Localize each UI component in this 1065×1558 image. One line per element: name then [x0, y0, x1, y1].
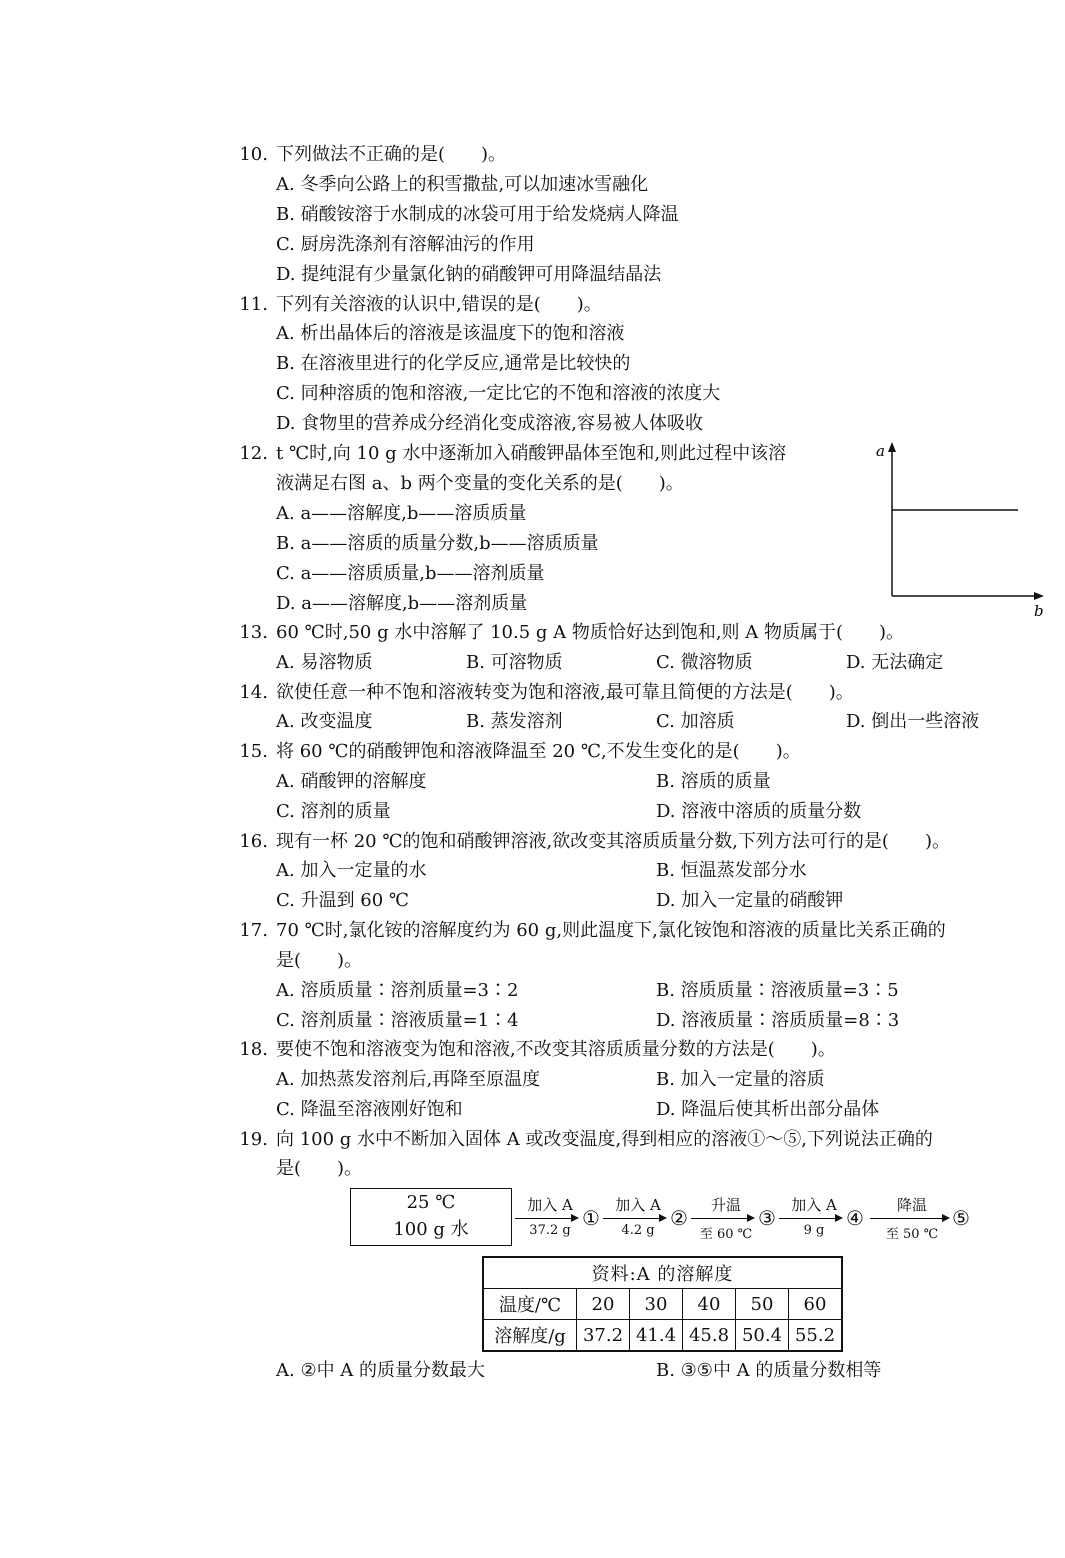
step-4-arrow — [779, 1218, 841, 1219]
question-stem: 下列做法不正确的是( )。 — [276, 144, 507, 165]
solution-1-label: ① — [582, 1206, 600, 1230]
question-stem-continued: 是( )。 — [276, 950, 363, 971]
question-stem: 欲使任意一种不饱和溶液转变为饱和溶液,最可靠且简便的方法是( )。 — [276, 682, 854, 703]
start-condition-box — [350, 1188, 512, 1246]
option-b: B. ③⑤中 A 的质量分数相等 — [656, 1360, 882, 1381]
step-2-action: 加入 A — [615, 1196, 661, 1214]
option-c: C. 厨房洗涤剂有溶解油污的作用 — [276, 234, 535, 255]
row-header-temperature: 温度/℃ — [483, 1289, 577, 1320]
option-a: A. 析出晶体后的溶液是该温度下的饱和溶液 — [276, 323, 625, 344]
option-d: D. 加入一定量的硝酸钾 — [656, 890, 844, 911]
question-stem: 将 60 ℃的硝酸钾饱和溶液降温至 20 ℃,不发生变化的是( )。 — [276, 741, 801, 762]
option-d: D. 降温后使其析出部分晶体 — [656, 1099, 880, 1120]
option-a: A. 加入一定量的水 — [276, 860, 427, 881]
table-cell: 50 — [736, 1289, 789, 1320]
question-stem: 70 ℃时,氯化铵的溶解度约为 60 g,则此温度下,氯化铵饱和溶液的质量比关系正确的 — [276, 920, 946, 941]
option-b: B. 溶质的质量 — [656, 771, 771, 792]
variable-graph — [870, 440, 1050, 620]
option-c: C. a——溶质质量,b——溶剂质量 — [276, 563, 545, 584]
step-5-arrow — [870, 1218, 948, 1219]
option-b: B. 在溶液里进行的化学反应,通常是比较快的 — [276, 353, 631, 374]
solution-5-label: ⑤ — [952, 1206, 970, 1230]
option-b: B. a——溶质的质量分数,b——溶质质量 — [276, 533, 599, 554]
row-header-solubility: 溶解度/g — [483, 1320, 577, 1352]
step-3-amount: 至 60 ℃ — [699, 1227, 753, 1242]
step-1-arrow — [515, 1218, 577, 1219]
question-stem: 现有一杯 20 ℃的饱和硝酸钾溶液,欲改变其溶质质量分数,下列方法可行的是( )。 — [276, 831, 950, 852]
table-cell: 20 — [577, 1289, 630, 1320]
option-a: A. 改变温度 — [276, 711, 373, 732]
option-a: A. 加热蒸发溶剂后,再降至原温度 — [276, 1069, 541, 1090]
option-d: D. 无法确定 — [846, 652, 944, 673]
option-c: C. 溶剂的质量 — [276, 801, 391, 822]
option-c: C. 升温到 60 ℃ — [276, 890, 410, 911]
option-d: D. 倒出一些溶液 — [846, 711, 980, 732]
table-cell: 37.2 — [577, 1320, 630, 1352]
option-c: C. 加溶质 — [656, 711, 735, 732]
y-axis-arrow — [888, 442, 896, 452]
table-cell: 30 — [630, 1289, 683, 1320]
option-b: B. 溶质质量∶溶液质量=3∶5 — [656, 980, 899, 1001]
process-flow-diagram — [350, 1188, 990, 1248]
question-stem: 下列有关溶液的认识中,错误的是( )。 — [276, 294, 602, 315]
table-cell: 45.8 — [683, 1320, 736, 1352]
question-number: 11. — [239, 294, 268, 315]
table-cell: 40 — [683, 1289, 736, 1320]
solubility-table — [482, 1256, 843, 1352]
question-stem: 向 100 g 水中不断加入固体 A 或改变温度,得到相应的溶液①～⑤,下列说法正确的 — [276, 1129, 933, 1150]
question-stem: 要使不饱和溶液变为饱和溶液,不改变其溶质质量分数的方法是( )。 — [276, 1039, 836, 1060]
question-number: 15. — [239, 741, 268, 762]
option-d: D. 食物里的营养成分经消化变成溶液,容易被人体吸收 — [276, 413, 703, 434]
option-c: C. 降温至溶液刚好饱和 — [276, 1099, 463, 1120]
table-row — [483, 1320, 842, 1352]
x-axis-arrow — [1034, 592, 1044, 600]
question-number: 12. — [239, 443, 268, 464]
table-caption: 资料:A 的溶解度 — [483, 1257, 842, 1289]
option-b: B. 加入一定量的溶质 — [656, 1069, 825, 1090]
option-d: D. 提纯混有少量氯化钠的硝酸钾可用降温结晶法 — [276, 264, 662, 285]
step-2-arrow — [603, 1218, 665, 1219]
step-4-action: 加入 A — [791, 1196, 837, 1214]
solution-3-label: ③ — [758, 1206, 776, 1230]
table-cell: 55.2 — [789, 1320, 843, 1352]
option-b: B. 硝酸铵溶于水制成的冰袋可用于给发烧病人降温 — [276, 204, 679, 225]
solution-2-label: ② — [670, 1206, 688, 1230]
question-stem: 60 ℃时,50 g 水中溶解了 10.5 g A 物质恰好达到饱和,则 A 物质属于( )。 — [276, 622, 905, 643]
option-a: A. 冬季向公路上的积雪撒盐,可以加速冰雪融化 — [276, 174, 649, 195]
option-c: C. 溶剂质量∶溶液质量=1∶4 — [276, 1010, 519, 1031]
step-3-arrow — [691, 1218, 753, 1219]
option-b: B. 可溶物质 — [466, 652, 563, 673]
question-stem-continued: 是( )。 — [276, 1158, 363, 1179]
step-3-action: 升温 — [710, 1196, 741, 1214]
table-cell: 60 — [789, 1289, 843, 1320]
option-a: A. 溶质质量∶溶剂质量=3∶2 — [276, 980, 519, 1001]
option-a: A. 硝酸钾的溶解度 — [276, 771, 427, 792]
option-a: A. a——溶解度,b——溶质质量 — [276, 503, 527, 524]
question-stem-continued: 液满足右图 a、b 两个变量的变化关系的是( )。 — [276, 473, 684, 494]
question-number: 19. — [239, 1129, 268, 1150]
question-number: 18. — [239, 1039, 268, 1060]
step-1-action: 加入 A — [527, 1196, 573, 1214]
start-water-mass: 100 g 水 — [393, 1219, 469, 1240]
y-axis-label: a — [876, 442, 885, 460]
table-cell: 41.4 — [630, 1320, 683, 1352]
question-number: 13. — [239, 622, 268, 643]
option-a: A. 易溶物质 — [276, 652, 373, 673]
step-5-amount: 至 50 ℃ — [885, 1227, 939, 1242]
solution-4-label: ④ — [846, 1206, 864, 1230]
question-number: 10. — [239, 144, 268, 165]
option-d: D. 溶液质量∶溶质质量=8∶3 — [656, 1010, 900, 1031]
x-axis-label: b — [1034, 602, 1044, 620]
option-d: D. 溶液中溶质的质量分数 — [656, 801, 862, 822]
option-a: A. ②中 A 的质量分数最大 — [276, 1360, 486, 1381]
table-row — [483, 1289, 842, 1320]
start-temperature: 25 ℃ — [406, 1192, 456, 1213]
question-stem: t ℃时,向 10 g 水中逐渐加入硝酸钾晶体至饱和,则此过程中该溶 — [276, 443, 787, 464]
step-5-action: 降温 — [896, 1196, 927, 1214]
table-cell: 50.4 — [736, 1320, 789, 1352]
option-c: C. 微溶物质 — [656, 652, 753, 673]
option-d: D. a——溶解度,b——溶剂质量 — [276, 593, 528, 614]
step-2-amount: 4.2 g — [621, 1223, 655, 1238]
question-number: 16. — [239, 831, 268, 852]
option-b: B. 蒸发溶剂 — [466, 711, 563, 732]
question-number: 14. — [239, 682, 268, 703]
step-4-amount: 9 g — [803, 1223, 825, 1238]
option-b: B. 恒温蒸发部分水 — [656, 860, 807, 881]
question-number: 17. — [239, 920, 268, 941]
step-1-amount: 37.2 g — [529, 1223, 571, 1238]
option-c: C. 同种溶质的饱和溶液,一定比它的不饱和溶液的浓度大 — [276, 383, 721, 404]
